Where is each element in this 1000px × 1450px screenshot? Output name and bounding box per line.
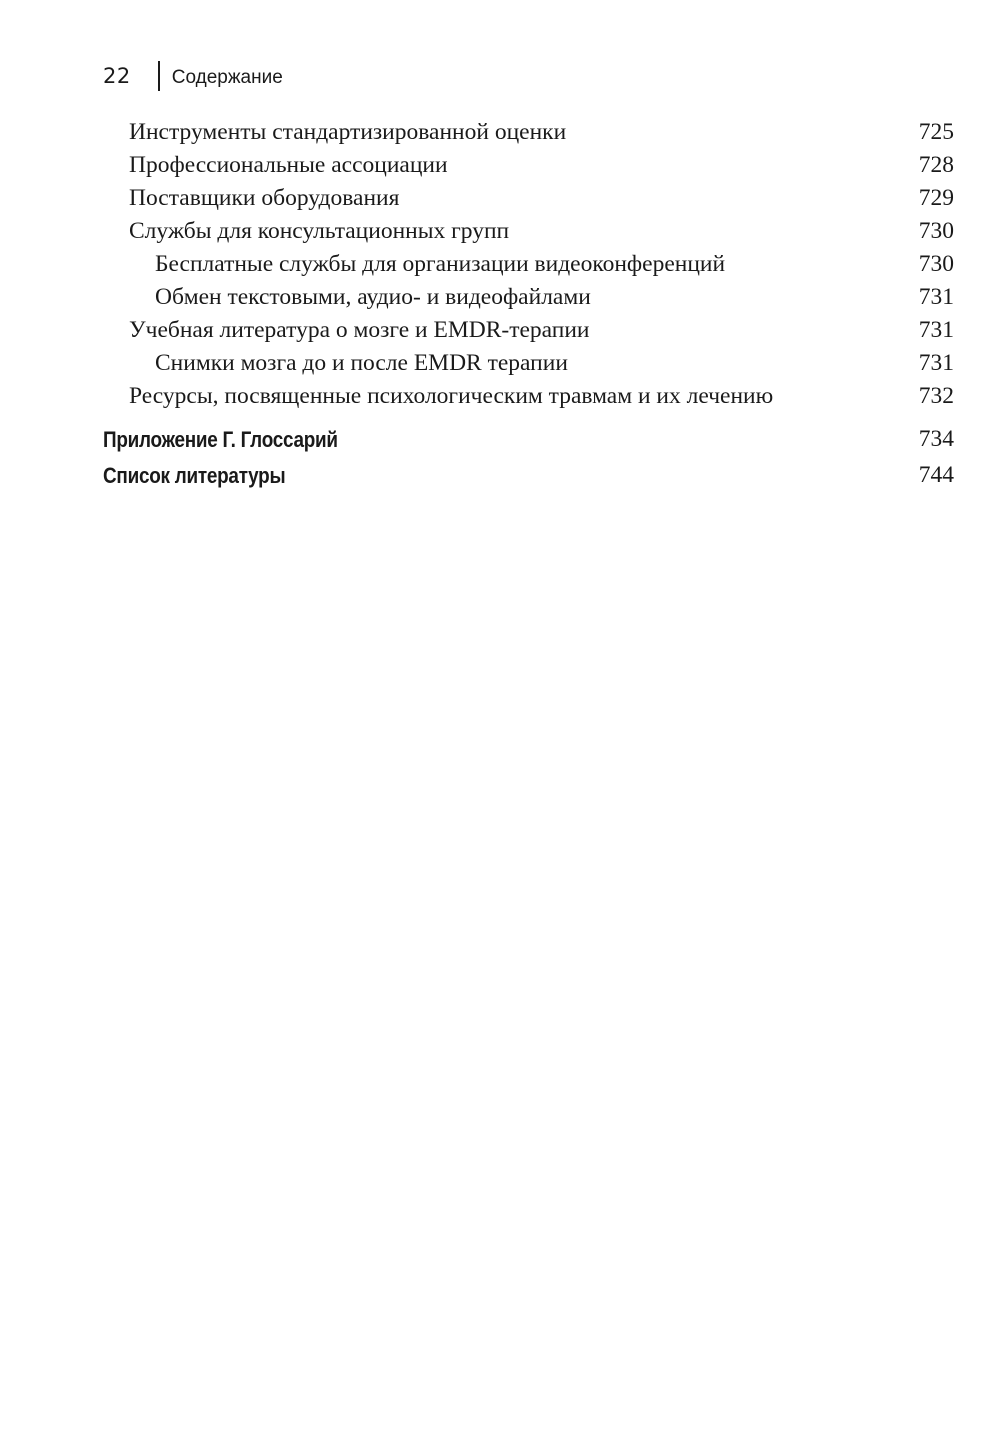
page-number: 22: [103, 64, 131, 88]
toc-entry-page: 730: [918, 218, 954, 244]
toc-entry-page: 731: [918, 350, 954, 376]
toc-entry-page: 734: [918, 426, 954, 452]
toc-entry-title: Обмен текстовыми, аудио- и видеофайлами: [155, 284, 591, 310]
toc-entry-title: Снимки мозга до и после EMDR терапии: [155, 350, 568, 376]
toc-entry-title: Учебная литература о мозге и EMDR-терапии: [129, 317, 590, 343]
toc-chapter-title: Приложение Г. Глоссарий: [103, 427, 338, 452]
toc-entry-page: 731: [918, 284, 954, 310]
running-head: [103, 58, 283, 94]
toc-chapter-title: Список литературы: [103, 463, 286, 488]
toc-entry-title: Службы для консультационных групп: [129, 218, 510, 244]
toc-entry-page: 725: [918, 119, 954, 145]
toc-entry[interactable]: [0, 116, 1000, 149]
toc-chapter-entry[interactable]: [0, 422, 1000, 458]
toc-entry-page: 731: [918, 317, 954, 343]
toc-subentry[interactable]: [0, 281, 1000, 314]
toc-entry[interactable]: [0, 380, 1000, 413]
toc-entry[interactable]: [0, 314, 1000, 347]
toc-entry-page: 729: [918, 185, 954, 211]
toc-entry[interactable]: [0, 149, 1000, 182]
toc-entry-page: 732: [918, 383, 954, 409]
toc-subentry[interactable]: [0, 347, 1000, 380]
header-divider: [158, 61, 160, 91]
toc-entry-title: Профессиональные ассоциации: [129, 152, 448, 178]
toc-entry[interactable]: [0, 182, 1000, 215]
table-of-contents: [0, 116, 1000, 494]
toc-entry-page: 744: [918, 462, 954, 488]
toc-chapter-entry[interactable]: [0, 458, 1000, 494]
toc-entry[interactable]: [0, 215, 1000, 248]
toc-entry-page: 730: [918, 251, 954, 277]
toc-entry-title: Инструменты стандартизированной оценки: [129, 119, 567, 145]
running-head-title: Содержание: [171, 67, 283, 88]
toc-entry-title: Ресурсы, посвященные психологическим травмам и их лечению: [129, 383, 774, 409]
toc-entry-title: Бесплатные службы для организации видеоконференций: [155, 251, 726, 277]
toc-subentry[interactable]: [0, 248, 1000, 281]
toc-entry-title: Поставщики оборудования: [129, 185, 400, 211]
toc-entry-page: 728: [918, 152, 954, 178]
